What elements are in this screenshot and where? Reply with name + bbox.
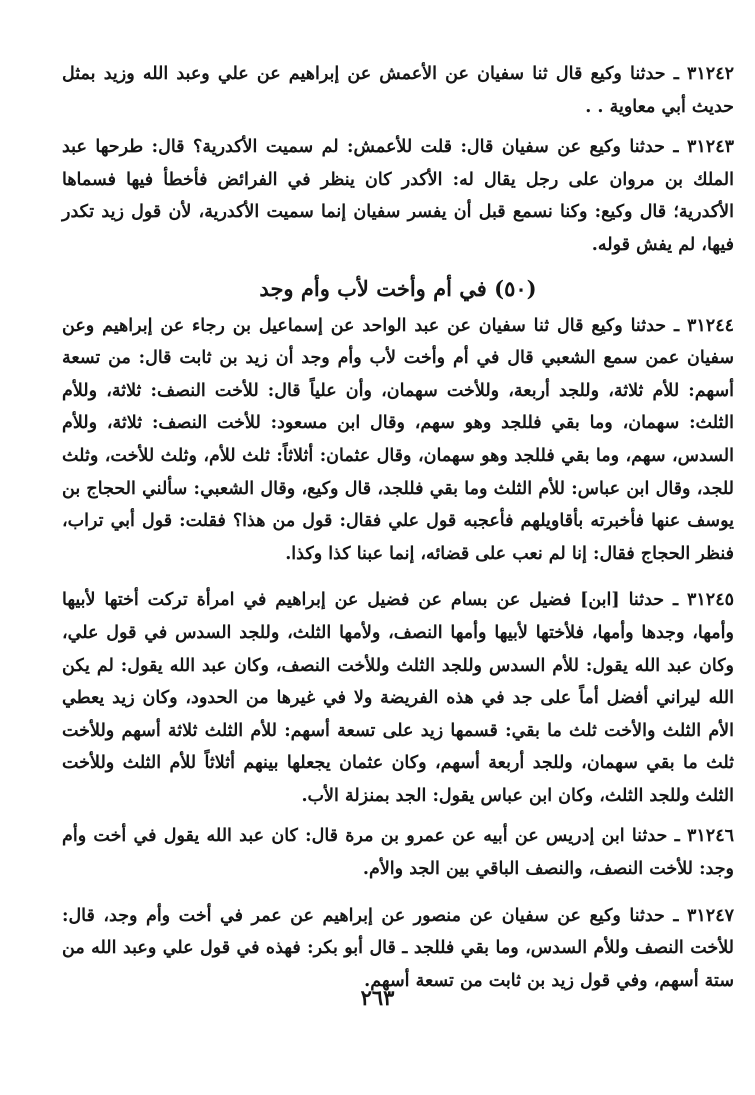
- hadith-31245: ٣١٢٤٥ ـ حدثنا [ابن] فضيل عن بسام عن فضيل عن إبراهيم في امرأة تركت أختها لأبيها وأمها، وجدها وأمها، فلأختها لأبيها وأمها النصف، ولأمها الثلث، وللجد السدس في قول علي، وكان عبد الله يقول: للأم السدس وللجد الثلث وللأخت النصف، وكان عبد الله يقول: لم يكن الله ليراني أفضل أماً على جد في هذه الفريضة ولا في غيرها من الحدود، وكان زيد يعطي الأم الثلث والأخت ثلث ما بقي: قسمها زيد على تسعة أسهم: للأم الثلث ثلاثة أسهم وللأخت ثلث ما بقي سهمان، وللجد أربعة أسهم، وكان عثمان يجعلها بينهم أثلاثاً للأم الثلث وللأخت الثلث وللجد الثلث، وكان ابن عباس يقول: الجد بمنزلة الأب.: [62, 590, 734, 806]
- page-number: ٢٦٣: [360, 985, 395, 1010]
- hadith-31242: ٣١٢٤٢ ـ حدثنا وكيع قال ثنا سفيان عن الأعمش عن إبراهيم عن علي وعبد الله وزيد بمثل حديث أبي معاوية . .: [62, 64, 734, 117]
- hadith-31244: ٣١٢٤٤ ـ حدثنا وكيع قال ثنا سفيان عن عبد الواحد عن إسماعيل بن رجاء عن إبراهيم وعن سفيان عمن سمع الشعبي قال في أم وأخت لأب وأم وجد أن زيد بن ثابت قال: من تسعة أسهم: للأم ثلاثة، وللجد أربعة، وللأخت سهمان، وأن علياً قال: للأخت النصف: ثلاثة، وللأم الثلث: سهمان، وما بقي فللجد وهو سهم، وقال ابن مسعود: للأخت النصف: ثلاثة، وللأم السدس، سهم، وما بقي فللجد وهو سهمان، وقال عثمان: أثلاثاً: ثلث للأم، وثلث للأخت، وثلث للجد، وقال ابن عباس: للأم الثلث وما بقي فللجد، قال وكيع، وقال الشعبي: سألني الحجاج بن يوسف عنها فأخبرته بأقاويلهم فأعجبه قول علي فقال: قول من هذا؟ فقلت: قول أبي تراب، فنظر الحجاج فقال: إنا لم نعب على قضائه، إنما عبنا كذا وكذا.: [62, 315, 734, 564]
- chapter-heading: (٥٠) في أم وأخت لأب وأم وجد: [259, 275, 537, 301]
- hadith-31246: ٣١٢٤٦ ـ حدثنا ابن إدريس عن أبيه عن عمرو بن مرة قال: كان عبد الله يقول في أخت وأم وجد: للأخت النصف، والنصف الباقي بين الجد والأم.: [62, 826, 734, 880]
- page-body: [62, 58, 734, 997]
- hadith-31243: ٣١٢٤٣ ـ حدثنا وكيع عن سفيان قال: قلت للأعمش: لم سميت الأكدرية؟ قال: طرحها عبد الملك بن مروان على رجل يقال له: الأكدر كان ينظر في الفرائض فأخطأ فيها فسماها الأكدرية؛ قال وكيع: وكنا نسمع قبل أن يفسر سفيان إنما سميت الأكدرية، لأن قول زيد تكدر فيها، لم يفش قوله.: [62, 137, 734, 255]
- hadith-31247: ٣١٢٤٧ ـ حدثنا وكيع عن سفيان عن منصور عن إبراهيم عن عمر في أخت وأم وجد، قال: للأخت النصف وللأم السدس، وما بقي فللجد ـ قال أبو بكر: فهذه في قول علي وعبد الله من ستة أسهم، وفي قول زيد بن ثابت من تسعة أسهم.: [62, 905, 734, 991]
